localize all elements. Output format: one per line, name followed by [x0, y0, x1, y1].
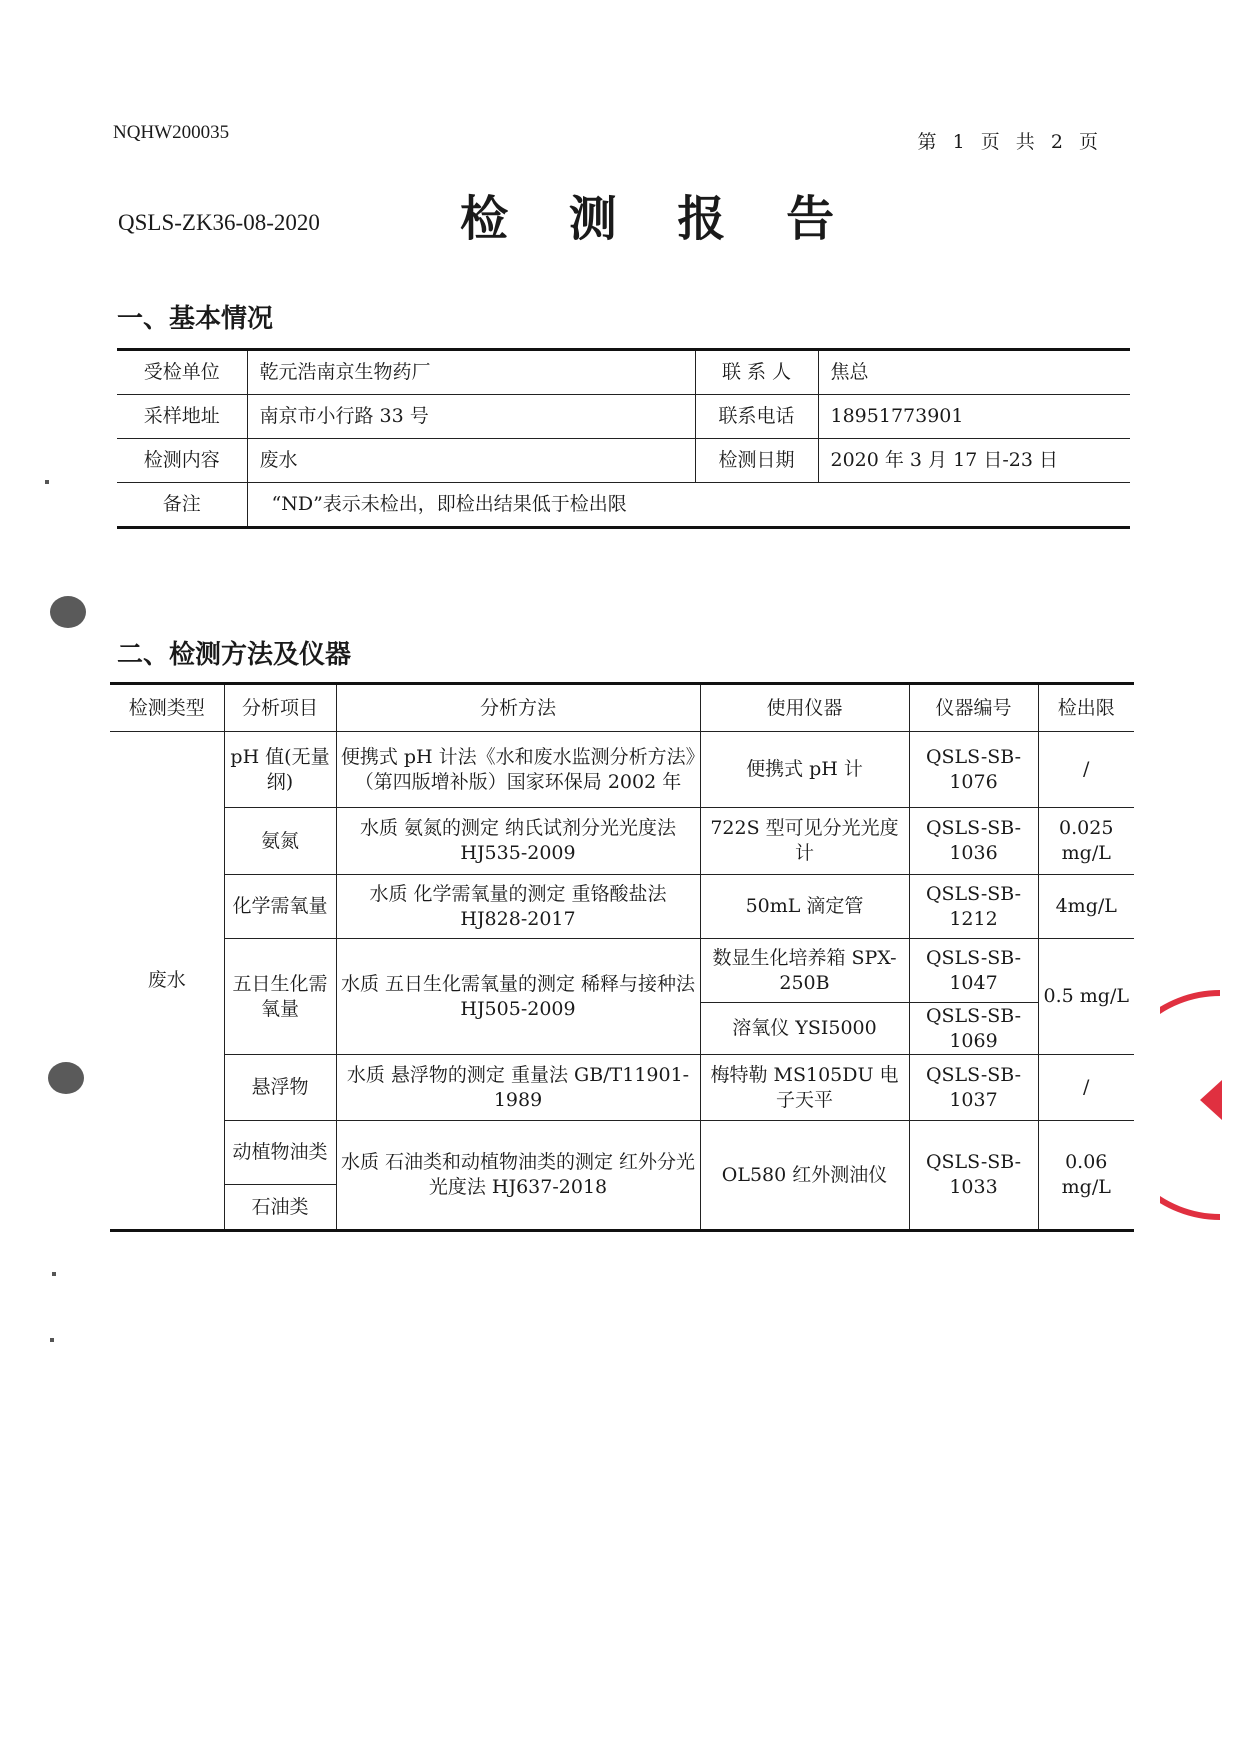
page-indicator-part: 页	[980, 131, 1000, 153]
info-value: 南京市小行路 33 号	[247, 395, 695, 439]
analysis-method: 水质 氨氮的测定 纳氏试剂分光光度法 HJ535-2009	[336, 808, 700, 875]
page-indicator-part: 1	[952, 131, 965, 153]
column-header: 仪器编号	[909, 684, 1038, 732]
detection-limit: 0.5 mg/L	[1038, 939, 1134, 1055]
detection-limit: 0.06 mg/L	[1038, 1121, 1134, 1231]
scan-speck	[50, 1338, 54, 1342]
page-indicator-part: 2	[1050, 131, 1063, 153]
methods-table	[110, 682, 1134, 1232]
scan-speck	[52, 1272, 56, 1276]
detection-limit: 4mg/L	[1038, 875, 1134, 939]
column-header: 分析方法	[336, 684, 700, 732]
table-row	[110, 875, 1134, 939]
test-type: 废水	[110, 732, 224, 1231]
table-row	[117, 395, 1130, 439]
section-title-basic: 一、基本情况	[117, 304, 274, 334]
info-value: 18951773901	[818, 395, 1130, 439]
instrument: 50mL 滴定管	[700, 875, 909, 939]
instrument-code: QSLS-SB-1037	[909, 1055, 1038, 1121]
document-id: NQHW200035	[113, 122, 230, 143]
page-indicator-part: 共	[1015, 131, 1035, 153]
binder-hole	[48, 1062, 84, 1094]
instrument-code: QSLS-SB-1069	[909, 1003, 1038, 1055]
report-title: 检 测 报 告	[460, 191, 857, 247]
info-label: 联 系 人	[695, 350, 818, 395]
seal-stamp	[1160, 985, 1241, 1225]
report-code: QSLS-ZK36-08-2020	[118, 210, 320, 235]
info-label: 联系电话	[695, 395, 818, 439]
table-row	[110, 808, 1134, 875]
analysis-item: 化学需氧量	[224, 875, 336, 939]
instrument-code: QSLS-SB-1033	[909, 1121, 1038, 1231]
info-label: 检测内容	[117, 439, 247, 483]
stamp-star	[1200, 1080, 1222, 1120]
analysis-method: 水质 五日生化需氧量的测定 稀释与接种法 HJ505-2009	[336, 939, 700, 1055]
table-row	[110, 939, 1134, 1003]
column-header: 使用仪器	[700, 684, 909, 732]
table-row	[110, 1121, 1134, 1185]
analysis-method: 水质 悬浮物的测定 重量法 GB/T11901-1989	[336, 1055, 700, 1121]
instrument: 便携式 pH 计	[700, 732, 909, 808]
analysis-method: 便携式 pH 计法《水和废水监测分析方法》（第四版增补版）国家环保局 2002 年	[336, 732, 700, 808]
analysis-item: 氨氮	[224, 808, 336, 875]
column-header: 检出限	[1038, 684, 1134, 732]
analysis-method: 水质 石油类和动植物油类的测定 红外分光光度法 HJ637-2018	[336, 1121, 700, 1231]
instrument-code: QSLS-SB-1212	[909, 875, 1038, 939]
page-indicator	[908, 127, 1098, 154]
analysis-item: 石油类	[224, 1185, 336, 1231]
page-indicator-part: 页	[1078, 131, 1098, 153]
column-header: 分析项目	[224, 684, 336, 732]
binder-hole	[50, 596, 86, 628]
table-header-row	[110, 684, 1134, 732]
instrument: 数显生化培养箱 SPX-250B	[700, 939, 909, 1003]
analysis-item: pH 值(无量纲)	[224, 732, 336, 808]
table-row	[117, 439, 1130, 483]
remark-label: 备注	[117, 483, 247, 528]
table-row	[110, 1055, 1134, 1121]
instrument: 梅特勒 MS105DU 电子天平	[700, 1055, 909, 1121]
info-label: 检测日期	[695, 439, 818, 483]
section-title-methods: 二、检测方法及仪器	[117, 640, 352, 670]
info-value: 2020 年 3 月 17 日-23 日	[818, 439, 1130, 483]
table-row	[110, 732, 1134, 808]
info-label: 采样地址	[117, 395, 247, 439]
instrument-code: QSLS-SB-1047	[909, 939, 1038, 1003]
info-label: 受检单位	[117, 350, 247, 395]
analysis-method: 水质 化学需氧量的测定 重铬酸盐法 HJ828-2017	[336, 875, 700, 939]
info-value: 废水	[247, 439, 695, 483]
column-header: 检测类型	[110, 684, 224, 732]
table-row	[117, 350, 1130, 395]
detection-limit: /	[1038, 732, 1134, 808]
instrument: 722S 型可见分光光度计	[700, 808, 909, 875]
scan-speck	[45, 480, 49, 484]
instrument-code: QSLS-SB-1076	[909, 732, 1038, 808]
analysis-item: 五日生化需氧量	[224, 939, 336, 1055]
info-value: 乾元浩南京生物药厂	[247, 350, 695, 395]
detection-limit: 0.025 mg/L	[1038, 808, 1134, 875]
instrument-code: QSLS-SB-1036	[909, 808, 1038, 875]
page-indicator-part: 第	[917, 131, 937, 153]
table-row	[117, 483, 1130, 528]
instrument: OL580 红外测油仪	[700, 1121, 909, 1231]
analysis-item: 动植物油类	[224, 1121, 336, 1185]
basic-info-table	[117, 348, 1130, 529]
info-value: 焦总	[818, 350, 1130, 395]
remark-value: “ND”表示未检出，即检出结果低于检出限	[247, 483, 1130, 528]
analysis-item: 悬浮物	[224, 1055, 336, 1121]
instrument: 溶氧仪 YSI5000	[700, 1003, 909, 1055]
detection-limit: /	[1038, 1055, 1134, 1121]
